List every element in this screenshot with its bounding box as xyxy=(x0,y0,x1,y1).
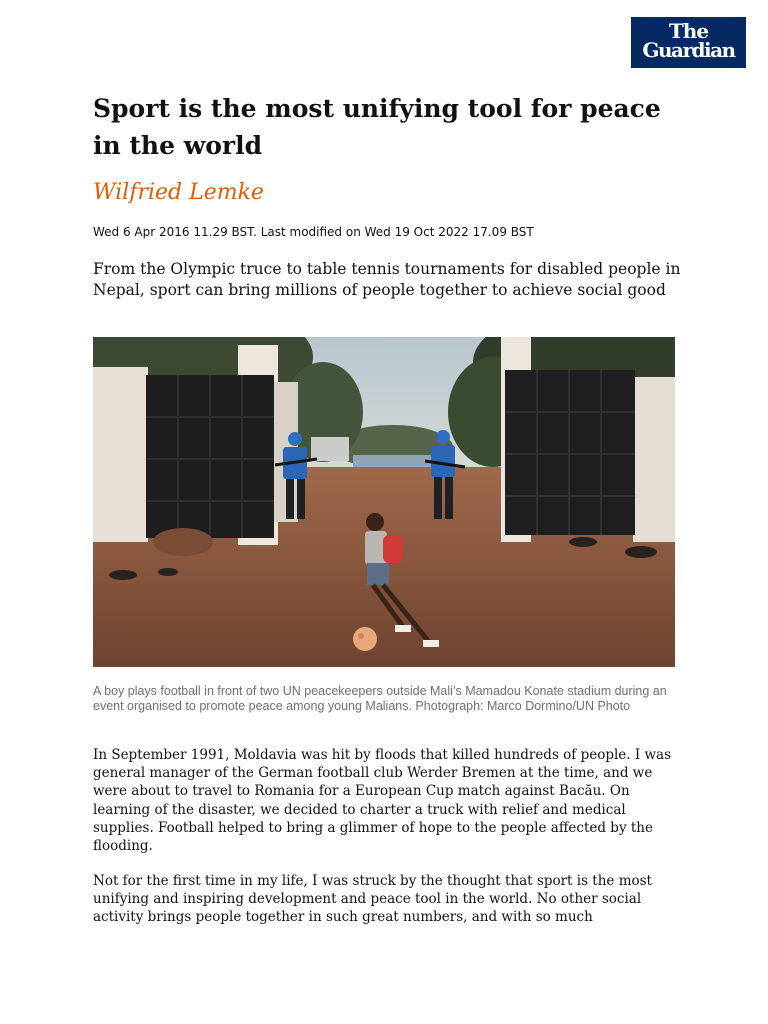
body-paragraph-2: Not for the first time in my life, I was struck by the thought that sport is the most unifying and inspiring development and peace tool in the world. No other social activity brings people together in such great numbers, and with so much xyxy=(93,873,652,926)
paragraph-1-text-end: On learning of the disaster, we decided to charter a truck with relief and medical supplies. Football helped to bring a glimmer of hope to the people affected by the flooding. xyxy=(93,783,653,855)
logo-line-1: The xyxy=(668,19,709,43)
publication-dateline: Wed 6 Apr 2016 11.29 BST. Last modified on Wed 19 Oct 2022 17.09 BST xyxy=(93,225,534,239)
article-headline: Sport is the most unifying tool for peace in the world xyxy=(93,94,661,160)
logo-line-2: Guardian xyxy=(642,38,735,62)
guardian-logo[interactable] xyxy=(631,17,746,68)
paragraph-1-text-start: In September 1991, Moldavia was hit by floods that killed hundreds of people. I was general manager of the German football club Werder Bremen at the time, and we were about to travel to Romania for a European Cup match xyxy=(93,747,672,800)
photo-caption: A boy plays football in front of two UN peacekeepers outside Mali’s Mamadou Konate stadium during an event organised to promote peace among young Malians. Photograph: Marco Dormino/UN Photo xyxy=(93,684,667,713)
bacau-match-link[interactable]: against Bacău. xyxy=(504,783,606,800)
author-byline[interactable]: Wilfried Lemke xyxy=(93,180,264,205)
article-photo xyxy=(93,337,675,667)
body-paragraph-1 xyxy=(93,746,683,855)
article-standfirst: From the Olympic truce to table tennis tournaments for disabled people in Nepal, sport can bring millions of people together to achieve social good xyxy=(93,260,681,299)
